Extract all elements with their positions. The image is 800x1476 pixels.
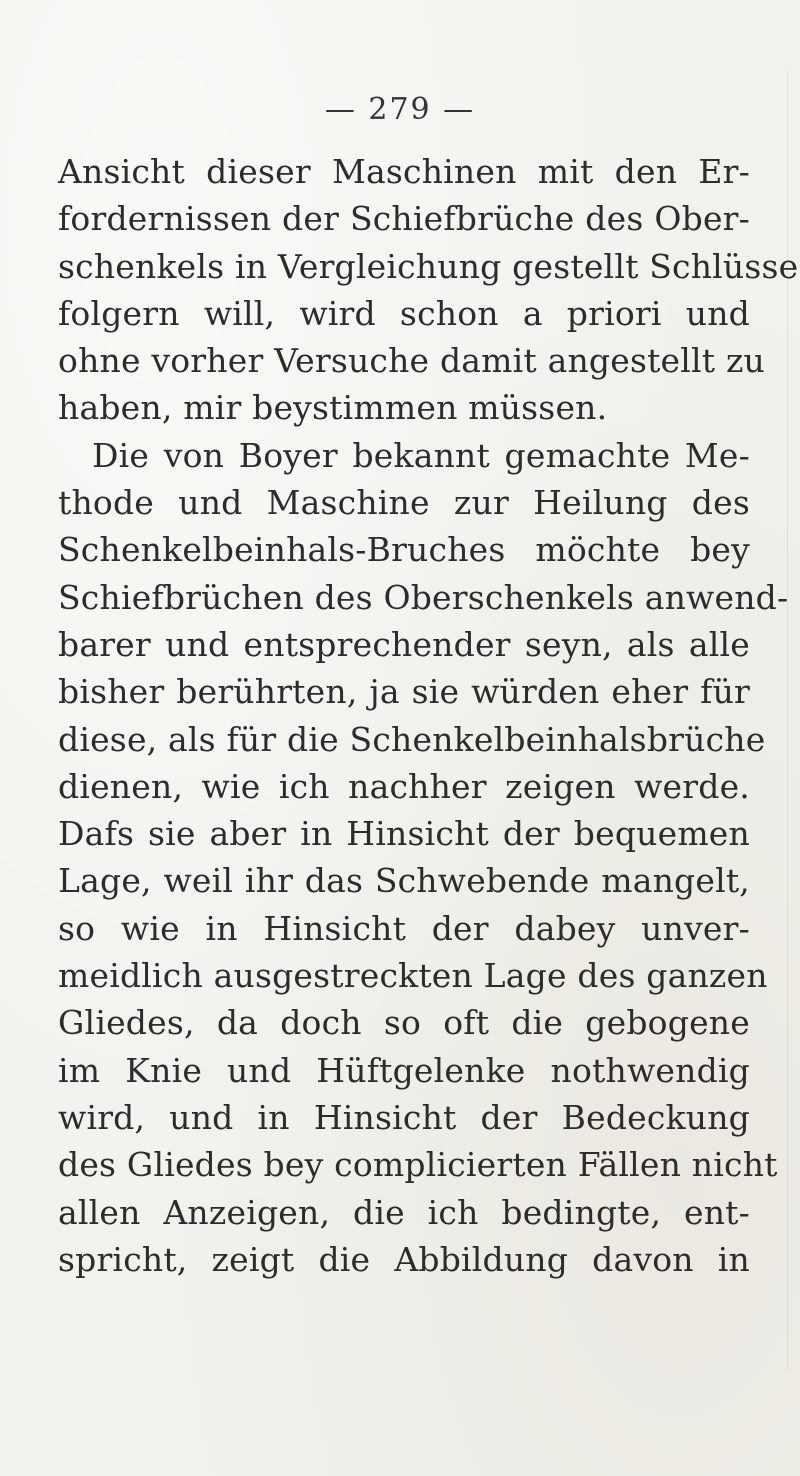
text-line: dienen, wie ich nachher zeigen werde. (58, 766, 750, 806)
text-line: barer und entsprechender seyn, als alle (58, 624, 750, 664)
text-line: spricht, zeigt die Abbildung davon in (58, 1239, 750, 1279)
text-line: so wie in Hinsicht der dabey unver- (58, 908, 750, 948)
text-line: ohne vorher Versuche damit angestellt zu (58, 341, 765, 381)
text-line: haben, mir beystimmen müssen. (58, 388, 608, 428)
text-line: im Knie und Hüftgelenke nothwendig (58, 1050, 750, 1090)
text-line: fordernissen der Schiefbrüche des Ober- (58, 199, 750, 239)
page-number-header: — 279 — (324, 92, 476, 127)
text-line: folgern will, wird schon a priori und (58, 293, 750, 333)
text-line: Dafs sie aber in Hinsicht der bequemen (58, 814, 750, 854)
text-line: des Gliedes bey complicierten Fällen nicht (58, 1145, 778, 1185)
text-line: schenkels in Vergleichung gestellt Schlüsse (58, 246, 799, 286)
text-line: meidlich ausgestreckten Lage des ganzen (58, 956, 768, 996)
text-line: wird, und in Hinsicht der Bedeckung (58, 1097, 750, 1137)
text-line: Schenkelbeinhals-Bruches möchte bey (58, 530, 750, 570)
text-line: Gliedes, da doch so oft die gebogene (58, 1003, 750, 1043)
text-line: diese, als für die Schenkelbeinhalsbrüche (58, 719, 766, 759)
text-line: thode und Maschine zur Heilung des (58, 483, 750, 523)
text-line: Schiefbrüchen des Oberschenkels anwend- (58, 577, 789, 617)
text-line: Lage, weil ihr das Schwebende mangelt, (58, 861, 750, 901)
text-line: Ansicht dieser Maschinen mit den Er- (58, 152, 750, 191)
body-text (58, 148, 799, 1283)
text-line: Die von Boyer bekannt gemachte Me- (92, 435, 750, 475)
text-line: allen Anzeigen, die ich bedingte, ent- (58, 1192, 750, 1232)
text-line: bisher berührten, ja sie würden eher für (58, 672, 750, 712)
